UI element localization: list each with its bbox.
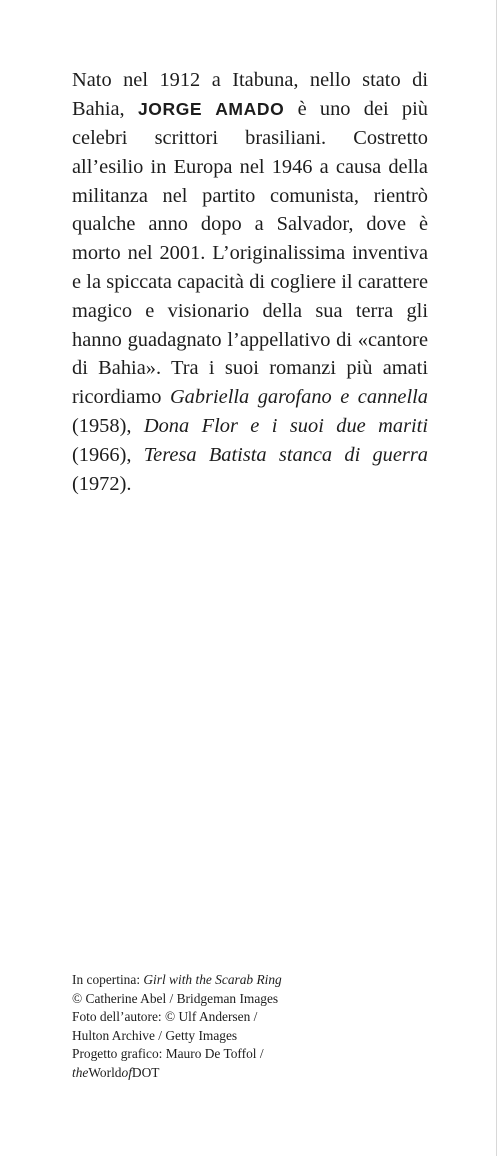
colophon-credits [72,971,372,1083]
studio-world: World [88,1064,122,1080]
studio-of: of [121,1064,132,1080]
author-name: JORGE AMADO [137,99,285,120]
studio-the: the [72,1064,89,1080]
cover-artwork-title: Girl with the Scarab Ring [143,972,282,987]
bio-text-body: è uno dei più celebri scrittori brasiliani. Costretto all’esilio in Europa nel 1946 a causa della militanza nel partito comunista, rientrò qualche anno dopo a Salvador, dove è morto nel 2001. L’originalissima inventiva e la spiccata capacità di cogliere il carattere magico e visionario della sua terra gli hanno guadagnato l’appellativo di «cantore di Bahia». Tra i suoi romanzi più amati ricordiamo [72,98,428,409]
book-title-teresa-batista: Teresa Batista stanca di guerra [143,443,428,466]
book-year-teresa-batista: (1972). [72,472,132,495]
page-edge-divider [496,0,497,1156]
cover-label: In copertina: [72,972,144,987]
book-year-dona-flor: (1966), [72,443,144,466]
graphic-design-credit-line: Progetto grafico: Mauro De Toffol / [72,1046,264,1062]
cover-credit-line [72,971,372,990]
book-title-dona-flor: Dona Flor e i suoi due mariti [143,414,428,437]
author-biography [72,66,428,498]
author-photo-agency-line: Hulton Archive / Getty Images [72,1027,238,1043]
book-year-gabriella: (1958), [72,414,144,437]
cover-copyright-line: © Catherine Abel / Bridgeman Images [72,990,279,1006]
studio-dot: DOT [131,1064,160,1080]
book-title-gabriella: Gabriella garofano e cannella [169,386,428,409]
bio-text-intro: Nato nel 1912 a Itabuna, nello stato di Bahia, [72,69,428,121]
design-studio-name [72,1064,372,1083]
author-photo-credit-line: Foto dell’autore: © Ulf Andersen / [72,1009,258,1025]
